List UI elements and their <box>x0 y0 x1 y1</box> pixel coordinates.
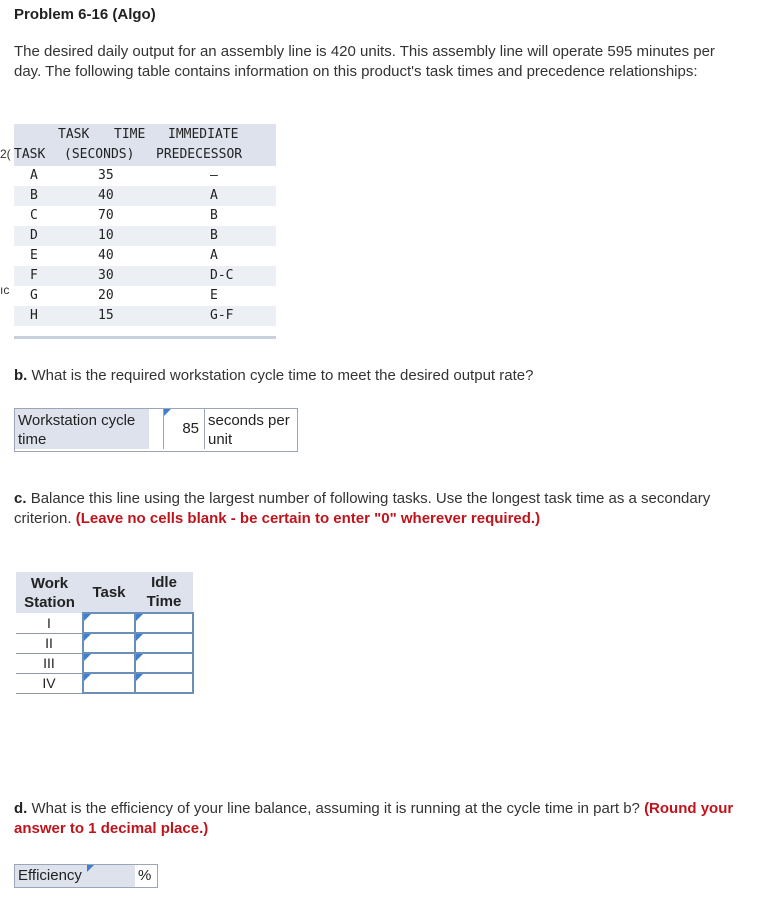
problem-intro: The desired daily output for an assembly line is 420 units. This assembly line will operate 595 minutes per day. The following table contains information on this product's task times and precedence relationships: <box>14 43 715 80</box>
efficiency-label: Efficiency <box>15 865 135 887</box>
task-cell: D <box>30 228 38 243</box>
edge-mark-top: 2( <box>0 147 11 161</box>
station-row <box>16 653 193 673</box>
answer-flag-icon <box>87 865 94 872</box>
station-label: III <box>16 653 83 673</box>
station-table <box>16 572 194 694</box>
station-task-input[interactable] <box>83 673 135 693</box>
station-task-input[interactable] <box>83 613 135 633</box>
header-idle-time: Idle Time <box>135 572 193 613</box>
task-cell: A <box>30 168 38 183</box>
time-cell: 30 <box>98 268 114 283</box>
predecessor-cell: B <box>210 208 218 223</box>
time-cell: 10 <box>98 228 114 243</box>
header-task: Task <box>83 572 135 613</box>
answer-flag-icon <box>136 614 143 621</box>
task-row <box>14 206 276 226</box>
time-cell: 15 <box>98 308 114 323</box>
efficiency-row <box>14 864 158 888</box>
station-label: I <box>16 613 83 633</box>
task-cell: F <box>30 268 38 283</box>
task-cell: C <box>30 208 38 223</box>
station-row <box>16 613 193 633</box>
efficiency-input[interactable] <box>87 865 135 887</box>
cycle-time-unit: seconds per unit <box>204 409 296 449</box>
answer-flag-icon <box>84 634 91 641</box>
station-label: IV <box>16 673 83 693</box>
header-predecessor: PREDECESSOR <box>156 147 243 162</box>
station-idle-input[interactable] <box>135 653 193 673</box>
part-d-question: d. What is the efficiency of your line balance, assuming it is running at the cycle time in part b? (Round your answer to 1 decimal place.) <box>14 800 734 837</box>
task-table <box>14 124 276 339</box>
cycle-time-label: Workstation cycle time <box>15 409 149 449</box>
answer-flag-icon <box>136 654 143 661</box>
task-row <box>14 306 276 326</box>
header-time-1: TIME <box>114 127 146 142</box>
time-cell: 35 <box>98 168 114 183</box>
answer-flag-icon <box>84 674 91 681</box>
task-row <box>14 286 276 306</box>
station-task-input[interactable] <box>83 653 135 673</box>
efficiency-unit: % <box>138 867 152 884</box>
task-cell: E <box>30 248 38 263</box>
predecessor-cell: E <box>210 288 218 303</box>
predecessor-cell: A <box>210 248 218 263</box>
part-c-question: c. Balance this line using the largest number of following tasks. Use the longest task time as a secondary criterion. (Leave no cells blank - be certain to enter "0" wherever required.) <box>14 490 711 527</box>
station-task-input[interactable] <box>83 633 135 653</box>
predecessor-cell: B <box>210 228 218 243</box>
time-cell: 40 <box>98 248 114 263</box>
station-idle-input[interactable] <box>135 613 193 633</box>
predecessor-cell: D-C <box>210 268 234 283</box>
station-row <box>16 633 193 653</box>
predecessor-cell: G-F <box>210 308 234 323</box>
header-task-2: TASK <box>14 147 46 162</box>
task-cell: H <box>30 308 38 323</box>
edge-mark-mid: ıc <box>0 283 10 297</box>
predecessor-cell: A <box>210 188 218 203</box>
time-cell: 70 <box>98 208 114 223</box>
task-row <box>14 166 276 186</box>
task-row <box>14 266 276 286</box>
task-row <box>14 186 276 206</box>
answer-flag-icon <box>84 654 91 661</box>
part-b-question: b. What is the required workstation cycle time to meet the desired output rate? <box>14 367 534 384</box>
station-row <box>16 673 193 693</box>
station-idle-input[interactable] <box>135 673 193 693</box>
task-cell: B <box>30 188 38 203</box>
answer-flag-icon <box>164 409 171 416</box>
task-cell: G <box>30 288 38 303</box>
header-work-station: Work Station <box>16 572 83 613</box>
header-task-1: TASK <box>58 127 90 142</box>
predecessor-cell: — <box>210 168 218 183</box>
task-row <box>14 226 276 246</box>
station-label: II <box>16 633 83 653</box>
cycle-time-input[interactable]: 85 <box>163 409 203 449</box>
answer-flag-icon <box>136 634 143 641</box>
problem-title: Problem 6-16 (Algo) <box>14 6 156 23</box>
task-row <box>14 246 276 266</box>
station-idle-input[interactable] <box>135 633 193 653</box>
time-cell: 20 <box>98 288 114 303</box>
header-immediate: IMMEDIATE <box>168 127 239 142</box>
time-cell: 40 <box>98 188 114 203</box>
task-table-header <box>14 124 276 166</box>
header-seconds: (SECONDS) <box>64 147 135 162</box>
answer-flag-icon <box>84 614 91 621</box>
answer-flag-icon <box>136 674 143 681</box>
cycle-time-row <box>14 408 298 452</box>
